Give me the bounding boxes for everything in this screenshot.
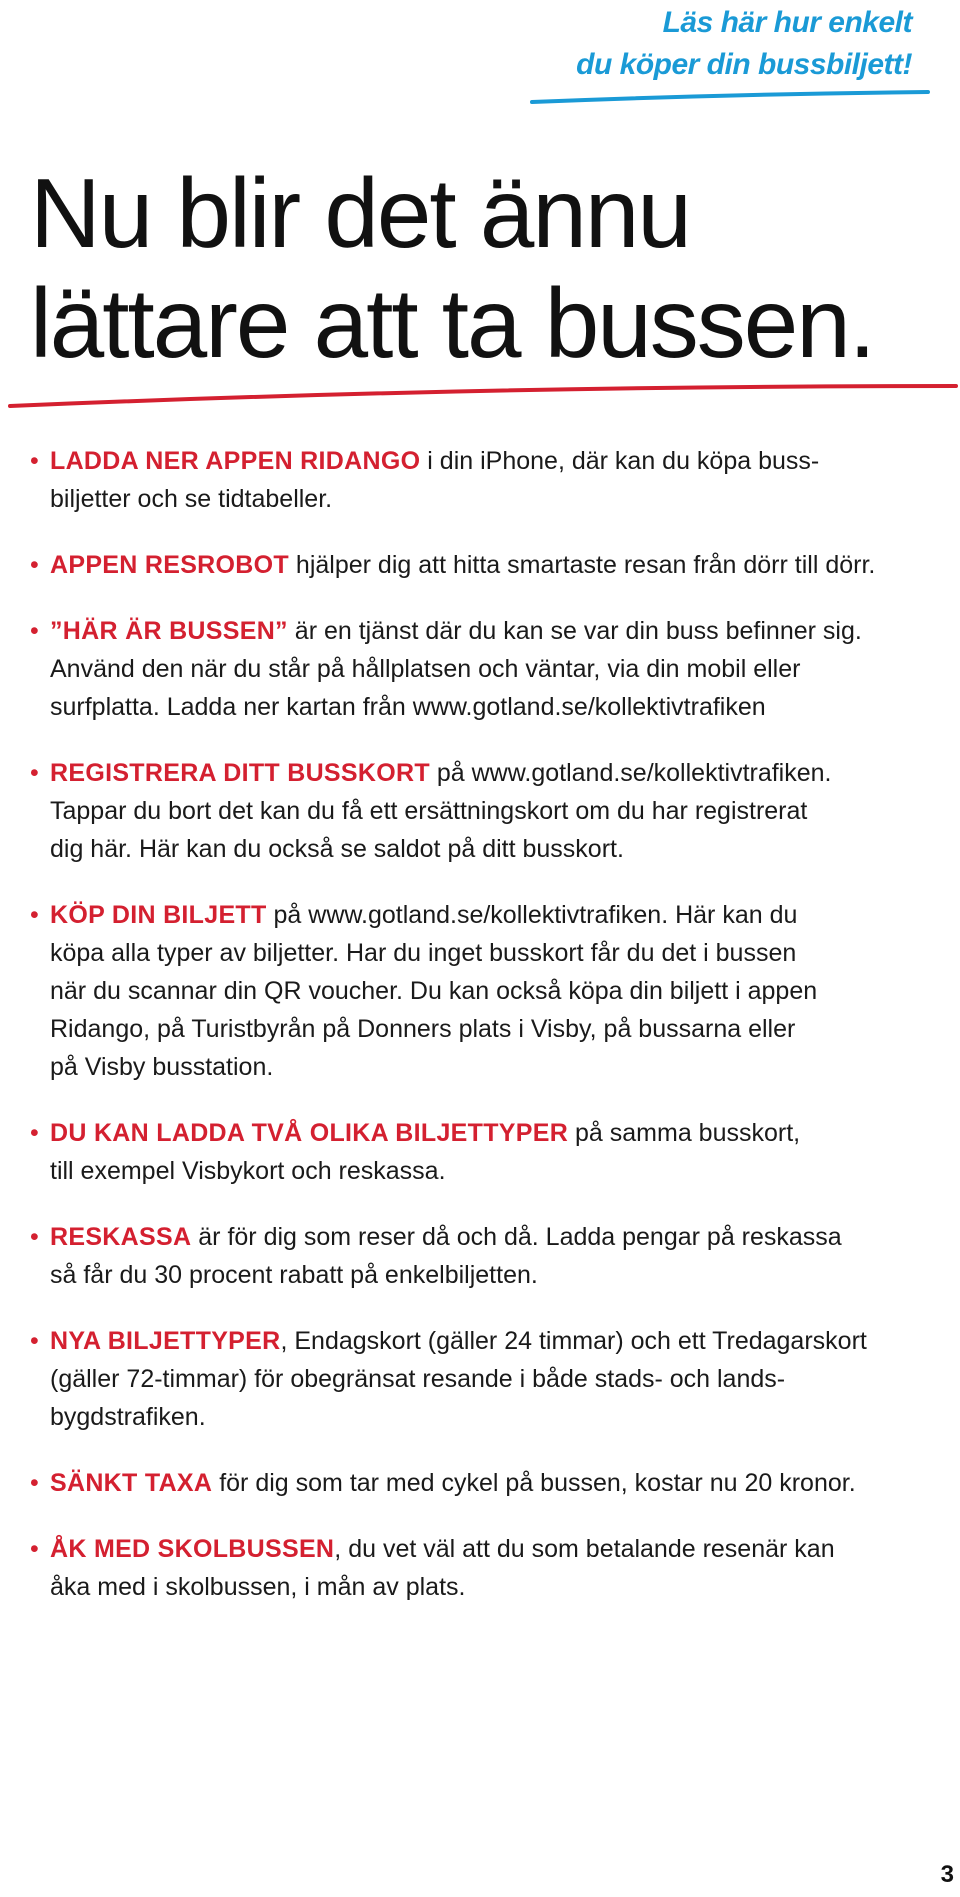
list-item [30,442,940,518]
list-item-text: är en tjänst där du kan se var din buss befinner sig. [287,617,862,645]
list-item-text: biljetter och se tidtabeller. [50,485,333,513]
list-item-text: på Visby busstation. [50,1053,274,1081]
list-item-text: bygdstrafiken. [50,1403,206,1431]
list-item-line [50,792,940,830]
list-item-line [50,650,940,688]
list-item-line [50,1530,940,1568]
list-item [30,1114,940,1190]
list-item-line [50,1152,940,1190]
list-item-text: på www.gotland.se/kollektivtrafiken. Här kan du [266,901,798,929]
list-item-line [50,612,940,650]
list-item-line [50,442,940,480]
list-item-text: för dig som tar med cykel på bussen, kostar nu 20 kronor. [212,1469,856,1497]
list-item-text: till exempel Visbykort och reskassa. [50,1157,446,1185]
list-item-line [50,1360,940,1398]
list-item-keyword: DU KAN LADDA TVÅ OLIKA BILJETTYPER [50,1119,569,1147]
list-item-keyword: ÅK MED SKOLBUSSEN [50,1535,335,1563]
list-item-keyword: RESKASSA [50,1223,192,1251]
list-item-keyword: APPEN RESROBOT [50,551,289,579]
list-item-text: surfplatta. Ladda ner kartan från www.gotland.se/kollektivtrafiken [50,693,766,721]
list-item [30,1530,940,1606]
list-item-line [50,1114,940,1152]
list-item-text: dig här. Här kan du också se saldot på ditt busskort. [50,835,624,863]
list-item-text: i din iPhone, där kan du köpa buss- [420,447,820,475]
list-item [30,1464,940,1502]
blue-underline-swoosh [530,88,930,112]
headline [30,158,930,378]
list-item-line [50,1218,940,1256]
list-item [30,612,940,726]
list-item-keyword: ”HÄR ÄR BUSSEN” [50,617,288,645]
list-item-line [50,1256,940,1294]
list-item-text: (gäller 72-timmar) för obegränsat resande i både stads- och lands- [50,1365,786,1393]
list-item-text: när du scannar din QR voucher. Du kan också köpa din biljett i appen [50,977,818,1005]
bullet-icon: • [30,901,39,929]
list-item-text: på www.gotland.se/kollektivtrafiken. [429,759,832,787]
list-item-text: Ridango, på Turistbyrån på Donners plats i Visby, på bussarna eller [50,1015,796,1043]
list-item-line [50,688,940,726]
list-item-text: Använd den när du står på hållplatsen och väntar, via din mobil eller [50,655,801,683]
list-item-keyword: KÖP DIN BILJETT [50,901,267,929]
bullet-icon: • [30,617,39,645]
list-item-line [50,1568,940,1606]
list-item-line [50,1010,940,1048]
list-item [30,1322,940,1436]
list-item-text: Tappar du bort det kan du få ett ersättningskort om du har registrerat [50,797,808,825]
bullet-icon: • [30,1223,39,1251]
list-item-line [50,896,940,934]
tagline-line-1: Läs här hur enkelt [662,6,912,39]
list-item [30,896,940,1086]
bullet-icon: • [30,1535,39,1563]
bullet-icon: • [30,1119,39,1147]
info-list [30,442,940,1606]
bullet-icon: • [30,1469,39,1497]
list-item [30,754,940,868]
list-item-text: åka med i skolbussen, i mån av plats. [50,1573,466,1601]
list-item-text: , Endagskort (gäller 24 timmar) och ett Tredagarskort [280,1327,867,1355]
list-item-keyword: LADDA NER APPEN RIDANGO [50,447,421,475]
list-item-text: köpa alla typer av biljetter. Har du inget busskort får du det i bussen [50,939,797,967]
page-number: 3 [940,1861,954,1888]
list-item-line [50,1398,940,1436]
bullet-icon: • [30,447,39,475]
list-item-line [50,546,940,584]
tagline-line-2: du köper din bussbiljett! [576,48,912,81]
list-item-line [50,1464,940,1502]
list-item-keyword: REGISTRERA DITT BUSSKORT [50,759,430,787]
list-item-line [50,972,940,1010]
list-item-line [50,934,940,972]
list-item-text: på samma busskort, [568,1119,801,1147]
tagline [492,2,912,86]
bullet-icon: • [30,759,39,787]
list-item-line [50,830,940,868]
headline-line-2: lättare att ta bussen. [30,268,874,378]
list-item-line [50,480,940,518]
list-item-keyword: NYA BILJETTYPER [50,1327,281,1355]
list-item-keyword: SÄNKT TAXA [50,1469,213,1497]
list-item-text: , du vet väl att du som betalande resenär kan [334,1535,835,1563]
list-item [30,1218,940,1294]
list-item-text: hjälper dig att hitta smartaste resan från dörr till dörr. [288,551,876,579]
list-item-line [50,754,940,792]
list-item-text: så får du 30 procent rabatt på enkelbiljetten. [50,1261,538,1289]
list-item [30,546,940,584]
list-item-line [50,1048,940,1086]
bullet-icon: • [30,551,39,579]
list-item-line [50,1322,940,1360]
list-item-text: är för dig som reser då och då. Ladda pengar på reskassa [191,1223,842,1251]
headline-line-1: Nu blir det ännu [30,158,690,268]
red-underline-swoosh [8,380,958,410]
bullet-icon: • [30,1327,39,1355]
